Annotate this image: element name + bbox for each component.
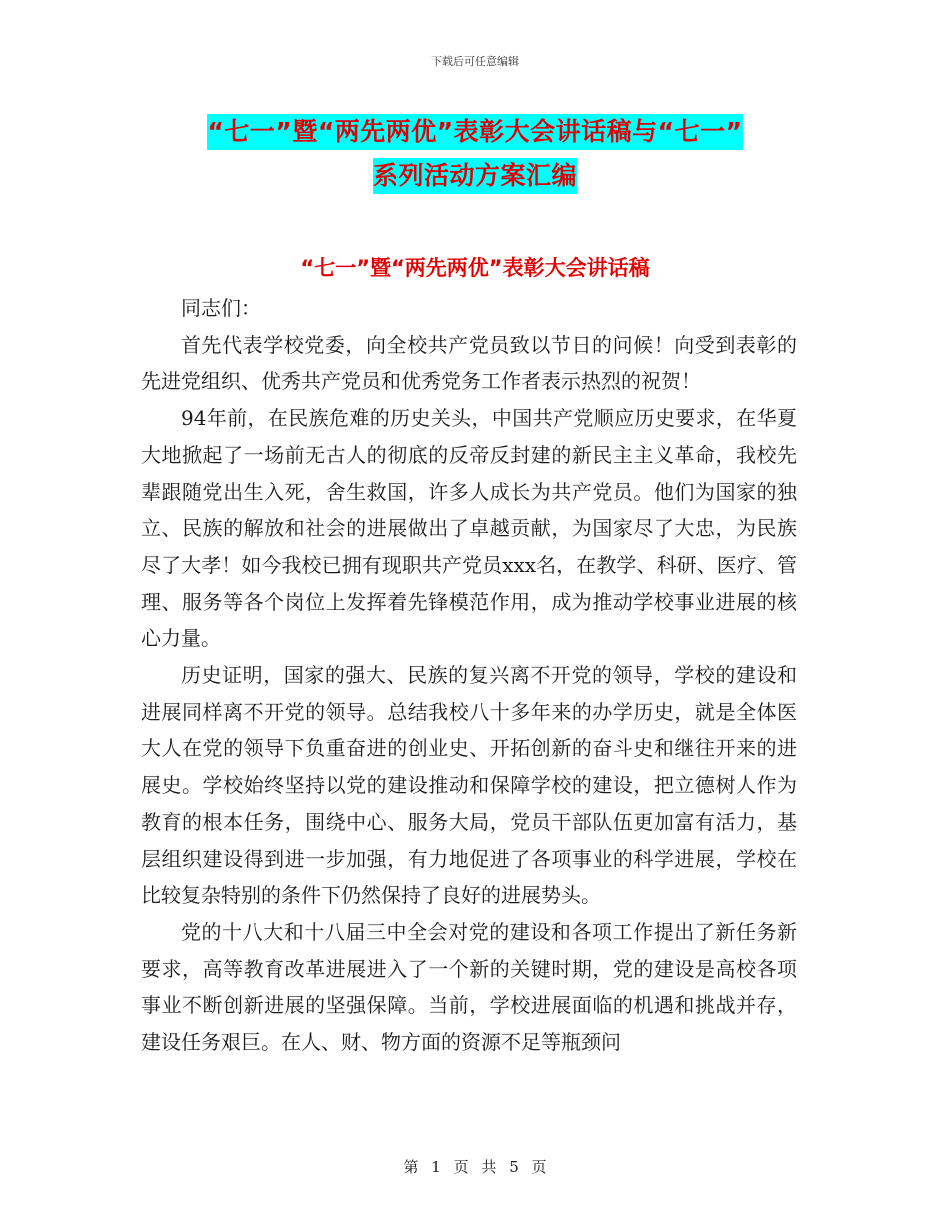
page-total-prefix: 共 [481,1158,497,1176]
header-note: 下载后可任意编辑 [431,55,519,68]
body-paragraph: 历史证明，国家的强大、民族的复兴离不开党的领导，学校的建设和进展同样离不开党的领导。总结我校八十多年来的办学历史，就是全体医大人在党的领导下负重奋进的创业史、开拓创新的奋斗史和继往开来的进展史。学校始终坚持以党的建设推动和保障学校的建设，把立德树人作为教育的根本任务，围绕中心、服务大局，党员干部队伍更加富有活力，基层组织建设得到进一步加强，有力地促进了各项事业的科学进展，学校在比较复杂特别的条件下仍然保持了良好的进展势头。 [141,663,797,908]
document-title-line1: “七一”暨“两先两优”表彰大会讲话稿与“七一” [207,114,742,150]
page-total: 5 [509,1158,519,1176]
document-title [0,112,950,148]
page-suffix: 页 [531,1158,547,1176]
page-prefix: 第 [403,1158,419,1176]
section-title: “七一”暨“两先两优”表彰大会讲话稿 [300,256,650,280]
document-body [141,290,797,1061]
body-paragraph: 94年前，在民族危难的历史关头，中国共产党顺应历史要求，在华夏大地掀起了一场前无古人的彻底的反帝反封建的新民主主义革命，我校先辈跟随党出生入死，舍生救国，许多人成长为共产党员。他们为国家的独立、民族的解放和社会的进展做出了卓越贡献，为国家尽了大忠，为民族尽了大孝！如今我校已拥有现职共产党员xxx名，在教学、科研、医疗、管理、服务等各个岗位上发挥着先锋模范作用，成为推动学校事业进展的核心力量。 [141,406,797,651]
body-paragraph: 首先代表学校党委，向全校共产党员致以节日的问候！向受到表彰的先进党组织、优秀共产党员和优秀党务工作者表示热烈的祝贺！ [141,332,797,394]
salutation-paragraph: 同志们： [181,296,261,320]
document-title-line2: 系列活动方案汇编 [373,158,577,194]
document-title-line2-wrap [0,156,950,192]
page-mid: 页 [453,1158,469,1176]
page-footer [0,1156,950,1177]
page-current: 1 [431,1158,441,1176]
body-paragraph: 党的十八大和十八届三中全会对党的建设和各项工作提出了新任务新要求，高等教育改革进展进入了一个新的关键时期，党的建设是高校各项事业不断创新进展的坚强保障。当前，学校进展面临的机遇和挑战并存，建设任务艰巨。在人、财、物方面的资源不足等瓶颈问 [141,919,797,1055]
